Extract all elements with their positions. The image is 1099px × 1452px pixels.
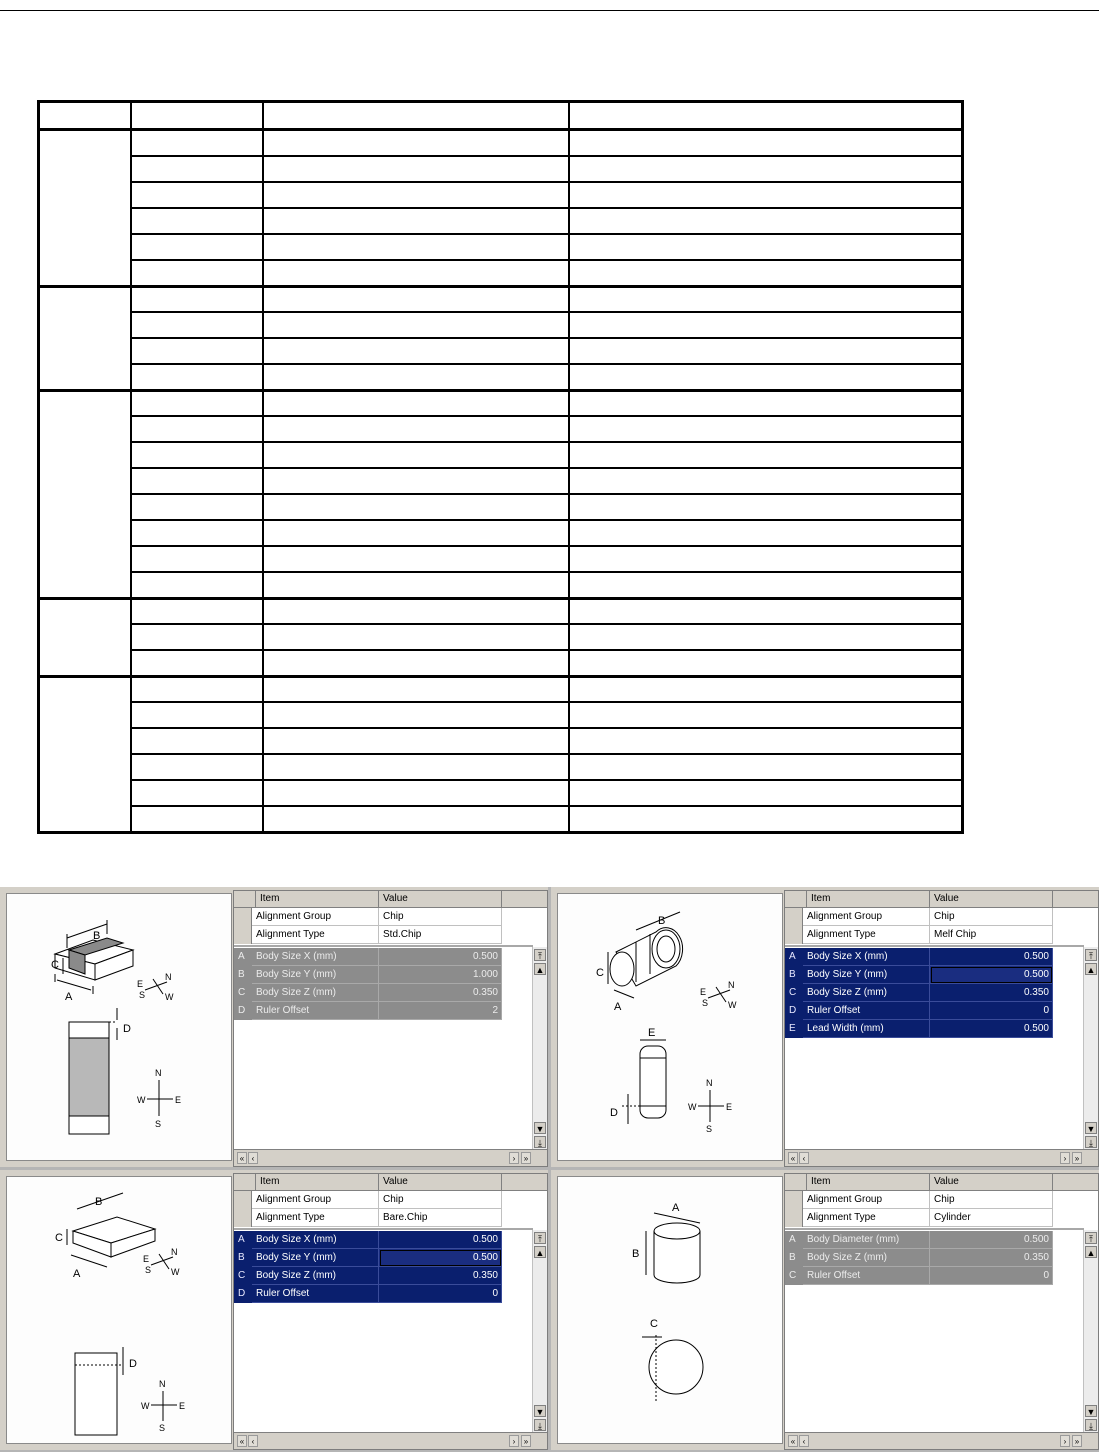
scroll-prev-icon[interactable]: ‹ [248, 1152, 258, 1164]
scroll-prev-icon[interactable]: ‹ [799, 1435, 809, 1447]
compass-w: W [165, 992, 174, 1002]
row-label: Body Size X (mm) [803, 948, 930, 966]
dimension-label-a: A [672, 1202, 680, 1214]
compass-cross-icon [698, 1090, 724, 1122]
row-value[interactable]: Chip [930, 908, 1053, 926]
section-separator [234, 1228, 533, 1230]
grid-header [234, 891, 547, 908]
section-separator [785, 1228, 1084, 1230]
grid-header [785, 891, 1098, 908]
scroll-prev-icon[interactable]: ‹ [799, 1152, 809, 1164]
compass-w: W [141, 1401, 150, 1411]
column-header-item[interactable]: Item [256, 891, 379, 907]
row-label: Body Size Y (mm) [252, 1249, 379, 1267]
row-ruler-offset[interactable] [785, 1267, 1084, 1285]
spec-table-row-rule [130, 519, 961, 521]
compass-s: S [706, 1124, 713, 1134]
compass-e: E [700, 987, 707, 997]
row-alignment-type[interactable] [234, 926, 533, 944]
column-header-value[interactable]: Value [930, 1174, 1053, 1190]
bare-chip-figure [7, 1177, 233, 1445]
compass-n: N [165, 972, 172, 982]
column-header-item[interactable]: Item [256, 1174, 379, 1190]
scroll-bottom-icon[interactable]: ⤓ [534, 1136, 546, 1148]
dimension-label-c: C [51, 959, 59, 971]
spec-table-row-rule [130, 623, 961, 625]
spec-table-row-rule [130, 207, 961, 209]
row-marker [785, 926, 803, 944]
dimension-label-a: A [65, 991, 73, 1003]
row-marker: A [234, 948, 252, 966]
dimension-label-a: A [73, 1268, 81, 1280]
scroll-first-icon[interactable]: « [237, 1435, 247, 1447]
row-marker: B [785, 1249, 803, 1267]
row-value[interactable]: Chip [379, 1191, 502, 1209]
row-label: Body Size Y (mm) [252, 966, 379, 984]
spec-table-row-rule [130, 181, 961, 183]
row-body-size-x[interactable] [234, 948, 533, 966]
row-ruler-offset[interactable] [234, 1285, 533, 1303]
row-label: Alignment Group [252, 1191, 379, 1209]
scroll-up-icon[interactable]: ▲ [1086, 1248, 1096, 1258]
row-value-editing[interactable]: 0.500 [930, 966, 1053, 984]
row-value[interactable]: 0.350 [930, 1249, 1053, 1267]
figure-pane [6, 893, 232, 1161]
row-value[interactable]: Chip [930, 1191, 1053, 1209]
property-grid[interactable] [784, 890, 1099, 1167]
panel-melf-chip [551, 887, 1099, 1167]
scroll-first-icon[interactable]: « [788, 1152, 798, 1164]
spec-table-group-rule [40, 675, 961, 678]
row-label: Body Diameter (mm) [803, 1231, 930, 1249]
row-label: Body Size X (mm) [252, 948, 379, 966]
dimension-label-b: B [93, 930, 101, 942]
compass-s: S [155, 1119, 162, 1129]
scroll-top-icon[interactable]: ⤒ [534, 949, 546, 961]
spec-table-row-rule [130, 467, 961, 469]
row-lead-width[interactable] [785, 1020, 1084, 1038]
row-ruler-offset[interactable] [234, 1002, 533, 1020]
scroll-bottom-icon[interactable]: ⤓ [1085, 1419, 1097, 1431]
row-label: Alignment Group [252, 908, 379, 926]
scroll-top-icon[interactable]: ⤒ [1085, 949, 1097, 961]
row-alignment-group[interactable] [234, 908, 533, 926]
header-corner [785, 891, 807, 907]
compass-icon [708, 987, 730, 1002]
compass-e: E [179, 1401, 186, 1411]
row-label: Ruler Offset [252, 1002, 379, 1020]
row-value[interactable]: Chip [379, 908, 502, 926]
compass-icon [151, 1254, 173, 1269]
row-value[interactable]: 0.350 [930, 984, 1053, 1002]
row-label: Lead Width (mm) [803, 1020, 930, 1038]
row-value[interactable]: 1.000 [379, 966, 502, 984]
row-marker: D [785, 1002, 803, 1020]
row-label: Body Size Y (mm) [803, 966, 930, 984]
std-chip-figure [7, 894, 233, 1162]
row-marker [234, 908, 252, 926]
dimension-label-a: A [614, 1001, 622, 1013]
dimension-label-b: B [632, 1248, 640, 1260]
row-body-size-z[interactable] [785, 1249, 1084, 1267]
vertical-scrollbar[interactable] [532, 947, 547, 1150]
row-marker: B [785, 966, 803, 984]
scroll-up-icon[interactable]: ▲ [535, 1248, 545, 1258]
row-alignment-type[interactable] [785, 926, 1084, 944]
panel-cylinder [551, 1170, 1099, 1450]
row-value[interactable]: Melf Chip [930, 926, 1053, 944]
vertical-scrollbar[interactable] [1083, 1230, 1098, 1433]
row-label: Alignment Type [252, 926, 379, 944]
column-header-value[interactable]: Value [379, 1174, 502, 1190]
row-marker: B [234, 1249, 252, 1267]
compass-e: E [143, 1254, 150, 1264]
compass-w: W [688, 1102, 697, 1112]
spec-table-row-rule [130, 441, 961, 443]
row-label: Body Size Z (mm) [252, 1267, 379, 1285]
row-marker [785, 1191, 803, 1209]
dimension-label-e: E [648, 1027, 656, 1039]
dimension-label-c: C [650, 1318, 658, 1330]
figure-pane [6, 1176, 232, 1444]
row-value-editing[interactable]: 0.500 [379, 1249, 502, 1267]
row-marker: C [234, 984, 252, 1002]
panel-grid [0, 887, 1099, 1452]
scroll-first-icon[interactable]: « [237, 1152, 247, 1164]
scroll-next-icon[interactable]: › [509, 1152, 519, 1164]
row-body-size-x[interactable] [234, 1231, 533, 1249]
row-label: Body Size X (mm) [252, 1231, 379, 1249]
row-value[interactable]: 0.500 [930, 1020, 1053, 1038]
scroll-prev-icon[interactable]: ‹ [248, 1435, 258, 1447]
header-corner [785, 1174, 807, 1190]
scroll-last-icon[interactable]: » [1072, 1435, 1082, 1447]
scroll-down-icon[interactable]: ▼ [1086, 1407, 1096, 1417]
row-marker: C [785, 1267, 803, 1285]
compass-cross-icon [151, 1391, 177, 1421]
figure-pane [557, 1176, 783, 1444]
row-marker [785, 1209, 803, 1227]
spec-table-row-rule [130, 727, 961, 729]
vertical-scrollbar[interactable] [1083, 947, 1098, 1150]
row-label: Alignment Group [803, 908, 930, 926]
grid-header [234, 1174, 547, 1191]
row-value[interactable]: Cylinder [930, 1209, 1053, 1227]
cylinder-figure [558, 1177, 784, 1445]
spec-table-row-rule [130, 779, 961, 781]
row-alignment-group[interactable] [785, 1191, 1084, 1209]
spec-table-row-rule [130, 493, 961, 495]
row-alignment-type[interactable] [234, 1209, 533, 1227]
row-marker: D [234, 1285, 252, 1303]
scroll-first-icon[interactable]: « [788, 1435, 798, 1447]
compass-e: E [726, 1102, 733, 1112]
row-label: Ruler Offset [252, 1285, 379, 1303]
scroll-down-icon[interactable]: ▼ [1086, 1124, 1096, 1134]
horizontal-scrollbar[interactable] [234, 1149, 547, 1166]
compass-n: N [155, 1068, 162, 1078]
row-label: Alignment Type [252, 1209, 379, 1227]
spec-table-group-rule [40, 389, 961, 392]
spec-table-row-rule [130, 571, 961, 573]
scroll-bottom-icon[interactable]: ⤓ [534, 1419, 546, 1431]
scroll-top-icon[interactable]: ⤒ [534, 1232, 546, 1244]
row-marker: A [234, 1231, 252, 1249]
row-label: Body Size Z (mm) [803, 1249, 930, 1267]
spec-table-row-rule [130, 259, 961, 261]
spec-table-row-rule [130, 233, 961, 235]
horizontal-scrollbar[interactable] [234, 1432, 547, 1449]
row-value[interactable]: 0.500 [930, 1231, 1053, 1249]
compass-n: N [728, 980, 735, 990]
compass-s: S [702, 998, 709, 1008]
spec-table-row-rule [130, 701, 961, 703]
row-value[interactable]: 0.350 [379, 1267, 502, 1285]
row-label: Body Size Z (mm) [252, 984, 379, 1002]
row-label: Alignment Group [803, 1191, 930, 1209]
spec-table [37, 100, 964, 834]
row-label: Body Size Z (mm) [803, 984, 930, 1002]
scroll-up-icon[interactable]: ▲ [1086, 965, 1096, 975]
column-header-item[interactable]: Item [807, 891, 930, 907]
row-alignment-group[interactable] [234, 1191, 533, 1209]
section-separator [785, 945, 1084, 947]
header-corner [234, 1174, 256, 1190]
dimension-label-d: D [123, 1023, 131, 1035]
row-body-diameter[interactable] [785, 1231, 1084, 1249]
row-value[interactable]: 2 [379, 1002, 502, 1020]
row-value[interactable]: Bare.Chip [379, 1209, 502, 1227]
row-body-size-y[interactable] [785, 966, 1084, 984]
dimension-label-c: C [596, 967, 604, 979]
row-marker [785, 908, 803, 926]
row-marker: E [785, 1020, 803, 1038]
compass-n: N [706, 1078, 713, 1088]
spec-table-row-rule [130, 805, 961, 807]
column-header-value[interactable]: Value [930, 891, 1053, 907]
scroll-down-icon[interactable]: ▼ [535, 1407, 545, 1417]
scroll-next-icon[interactable]: › [509, 1435, 519, 1447]
row-marker: C [234, 1267, 252, 1285]
scroll-up-icon[interactable]: ▲ [535, 965, 545, 975]
row-label: Ruler Offset [803, 1267, 930, 1285]
spec-table-group-rule [40, 285, 961, 288]
row-alignment-type[interactable] [785, 1209, 1084, 1227]
scroll-bottom-icon[interactable]: ⤓ [1085, 1136, 1097, 1148]
column-header-value[interactable]: Value [379, 891, 502, 907]
compass-cross-icon [147, 1080, 173, 1116]
horizontal-scrollbar[interactable] [785, 1432, 1098, 1449]
row-value[interactable]: 0.500 [379, 1231, 502, 1249]
compass-w: W [137, 1095, 146, 1105]
row-marker [234, 1209, 252, 1227]
header-corner [234, 891, 256, 907]
spec-table-row-rule [130, 311, 961, 313]
row-body-size-x[interactable] [785, 948, 1084, 966]
dimension-label-c: C [55, 1232, 63, 1244]
row-body-size-y[interactable] [234, 966, 533, 984]
panel-std-chip [0, 887, 548, 1167]
row-marker: A [785, 948, 803, 966]
spec-table-row-rule [130, 363, 961, 365]
spec-table-row-rule [130, 155, 961, 157]
row-value[interactable]: 0.500 [379, 948, 502, 966]
compass-s: S [145, 1265, 152, 1275]
scroll-top-icon[interactable]: ⤒ [1085, 1232, 1097, 1244]
dimension-label-d: D [610, 1107, 618, 1119]
row-body-size-z[interactable] [785, 984, 1084, 1002]
spec-table-header-rule [40, 128, 961, 131]
row-label: Alignment Type [803, 926, 930, 944]
compass-n: N [159, 1379, 166, 1389]
horizontal-scrollbar[interactable] [785, 1149, 1098, 1166]
row-alignment-group[interactable] [785, 908, 1084, 926]
scroll-last-icon[interactable]: » [521, 1435, 531, 1447]
row-ruler-offset[interactable] [785, 1002, 1084, 1020]
compass-icon [145, 979, 167, 994]
row-marker: C [785, 984, 803, 1002]
row-marker: B [234, 966, 252, 984]
dimension-label-d: D [129, 1358, 137, 1370]
row-label: Alignment Type [803, 1209, 930, 1227]
scroll-last-icon[interactable]: » [521, 1152, 531, 1164]
row-marker: A [785, 1231, 803, 1249]
spec-table-row-rule [130, 415, 961, 417]
melf-chip-figure [558, 894, 784, 1162]
compass-n: N [171, 1247, 178, 1257]
row-value[interactable]: 0.500 [930, 948, 1053, 966]
page-header-rule [0, 10, 1099, 11]
dimension-label-b: B [95, 1196, 103, 1208]
section-separator [234, 945, 533, 947]
scroll-next-icon[interactable]: › [1060, 1152, 1070, 1164]
row-value[interactable]: Std.Chip [379, 926, 502, 944]
compass-w: W [171, 1267, 180, 1277]
column-header-item[interactable]: Item [807, 1174, 930, 1190]
property-grid[interactable] [233, 1173, 548, 1450]
panel-bare-chip [0, 1170, 548, 1450]
row-body-size-z[interactable] [234, 984, 533, 1002]
property-grid[interactable] [784, 1173, 1099, 1450]
property-grid[interactable] [233, 890, 548, 1167]
row-marker [234, 926, 252, 944]
figure-pane [557, 893, 783, 1161]
spec-table-group-rule [40, 597, 961, 600]
row-marker: D [234, 1002, 252, 1020]
compass-s: S [139, 990, 146, 1000]
row-value[interactable]: 0 [930, 1267, 1053, 1285]
scroll-last-icon[interactable]: » [1072, 1152, 1082, 1164]
grid-header [785, 1174, 1098, 1191]
dimension-label-b: B [658, 915, 666, 927]
row-marker [234, 1191, 252, 1209]
row-body-size-z[interactable] [234, 1267, 533, 1285]
row-label: Ruler Offset [803, 1002, 930, 1020]
row-value[interactable]: 0 [379, 1285, 502, 1303]
compass-w: W [728, 1000, 737, 1010]
compass-s: S [159, 1423, 166, 1433]
row-value[interactable]: 0 [930, 1002, 1053, 1020]
spec-table-row-rule [130, 337, 961, 339]
vertical-scrollbar[interactable] [532, 1230, 547, 1433]
compass-e: E [175, 1095, 182, 1105]
spec-table-row-rule [130, 545, 961, 547]
compass-e: E [137, 979, 144, 989]
scroll-next-icon[interactable]: › [1060, 1435, 1070, 1447]
row-body-size-y[interactable] [234, 1249, 533, 1267]
scroll-down-icon[interactable]: ▼ [535, 1124, 545, 1134]
spec-table-row-rule [130, 753, 961, 755]
row-value[interactable]: 0.350 [379, 984, 502, 1002]
spec-table-row-rule [130, 649, 961, 651]
